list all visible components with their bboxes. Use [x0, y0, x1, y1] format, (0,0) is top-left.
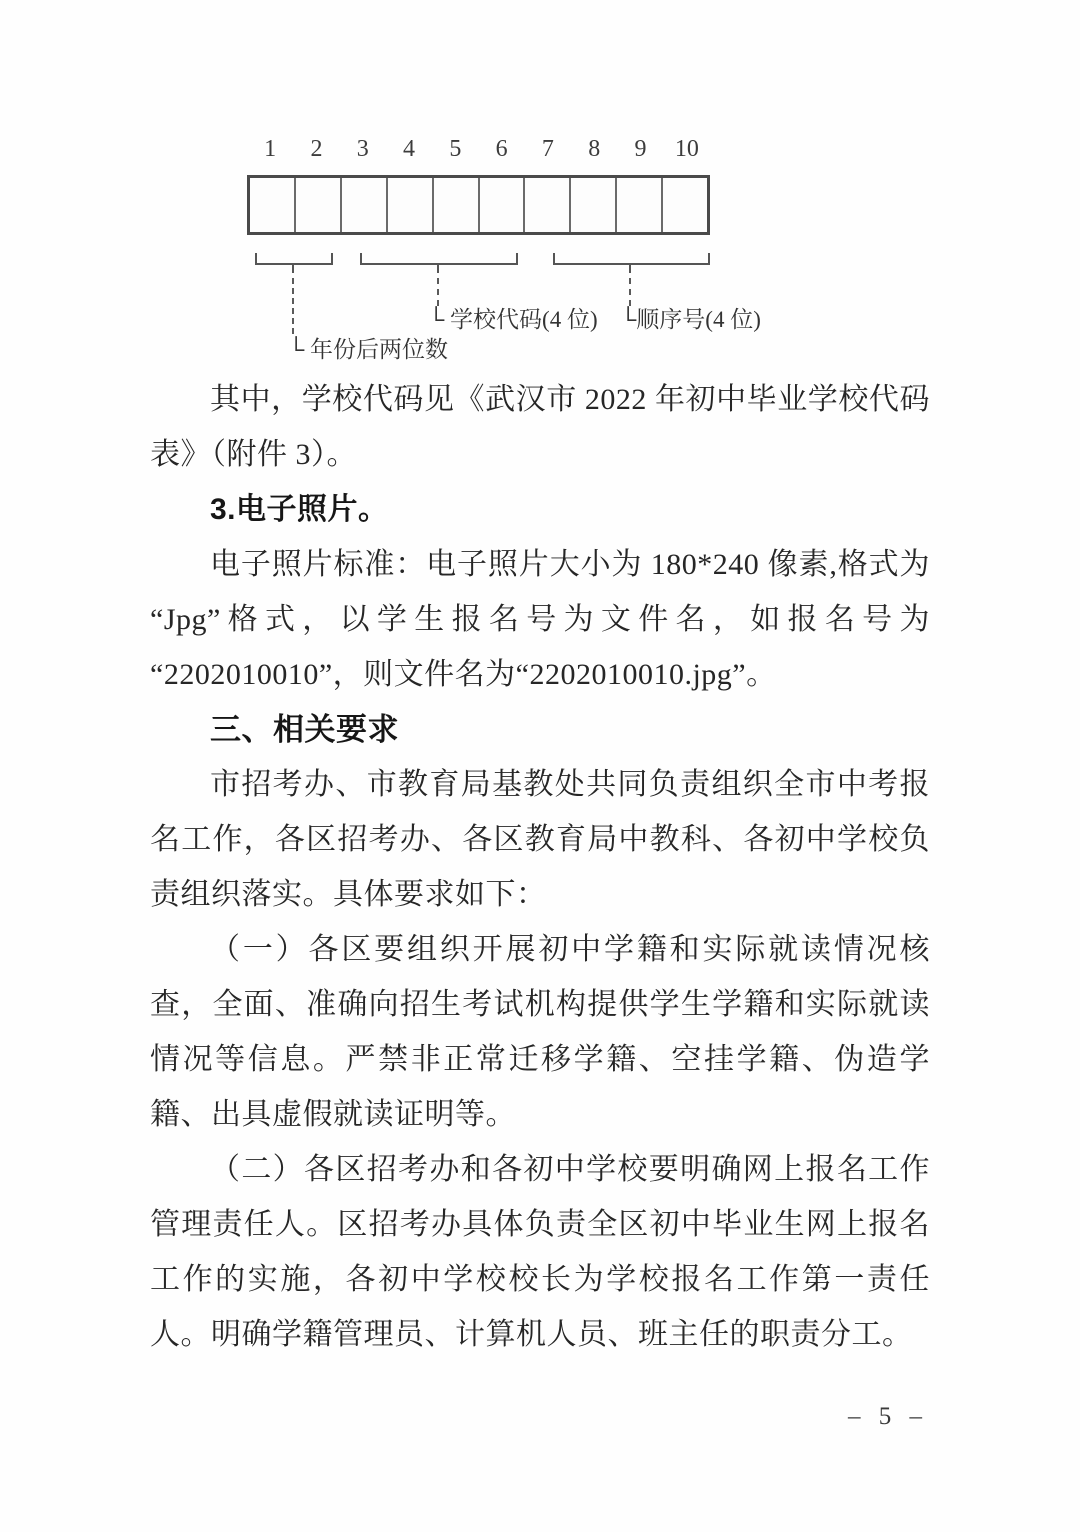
- digit-position-row: [247, 134, 710, 164]
- year-digits-bracket: [255, 253, 333, 265]
- paragraph-intro: 其中，学校代码见《武汉市 2022 年初中毕业学校代码表》（附件 3）。: [150, 383, 930, 471]
- digit-box-grid: [247, 175, 710, 235]
- paragraph-overview: 市招考办、市教育局基教处共同负责组织全市中考报名工作，各区招考办、各区教育局中教科、各初中学校负责组织落实。具体要求如下：: [150, 768, 930, 911]
- digit-box: [480, 178, 526, 232]
- digit-position-5: 5: [449, 136, 462, 162]
- school-code-label: └ 学校代码(4 位): [428, 307, 598, 332]
- digit-box: [250, 178, 296, 232]
- photo-section-heading: 3.电子照片。: [210, 493, 389, 526]
- paragraph-item-one: （一）各区要组织开展初中学籍和实际就读情况核查，全面、准确向招生考试机构提供学生学籍和实际就读情况等信息。严禁非正常迁移学籍、空挂学籍、伪造学籍、出具虚假就读证明等。: [150, 933, 930, 1131]
- digit-position-8: 8: [588, 136, 601, 162]
- paragraph-photo-standard: 电子照片标准：电子照片大小为 180*240 像素,格式为“Jpg”格式，以学生报名号为文件名，如报名号为“2202010010”，则文件名为“2202010010.jpg”。: [150, 548, 930, 691]
- document-body: [150, 372, 930, 1362]
- sequence-leader-dashed-line: [629, 278, 631, 306]
- digit-position-3: 3: [356, 136, 369, 162]
- sequence-number-bracket: [553, 253, 710, 265]
- digit-box: [571, 178, 617, 232]
- digit-position-4: 4: [403, 136, 416, 162]
- page-number: – 5 –: [848, 1403, 928, 1430]
- digit-box: [525, 178, 571, 232]
- digit-box: [296, 178, 342, 232]
- school-code-bracket-tick: [437, 264, 439, 273]
- section-heading-requirements: 三、相关要求: [210, 712, 399, 747]
- digit-position-6: 6: [495, 136, 508, 162]
- digit-position-1: 1: [264, 136, 277, 162]
- digit-box: [663, 178, 707, 232]
- sequence-number-label: └顺序号(4 位): [620, 307, 761, 332]
- digit-box: [342, 178, 388, 232]
- school-code-leader-dashed-line: [437, 278, 439, 306]
- digit-box: [434, 178, 480, 232]
- year-leader-dashed-line: [292, 278, 294, 334]
- digit-box: [388, 178, 434, 232]
- digit-position-7: 7: [541, 136, 554, 162]
- school-code-bracket: [360, 253, 518, 265]
- year-bracket-tick: [292, 264, 294, 273]
- year-digits-label: └ 年份后两位数: [288, 337, 449, 362]
- digit-position-2: 2: [310, 136, 323, 162]
- digit-box: [617, 178, 663, 232]
- paragraph-item-two: （二）各区招考办和各初中学校要明确网上报名工作管理责任人。区招考办具体负责全区初中毕业生网上报名工作的实施，各初中学校校长为学校报名工作第一责任人。明确学籍管理员、计算机人员、班主任的职责分工。: [150, 1153, 930, 1351]
- digit-position-10: 10: [674, 136, 699, 162]
- sequence-bracket-tick: [629, 264, 631, 273]
- digit-position-9: 9: [634, 136, 647, 162]
